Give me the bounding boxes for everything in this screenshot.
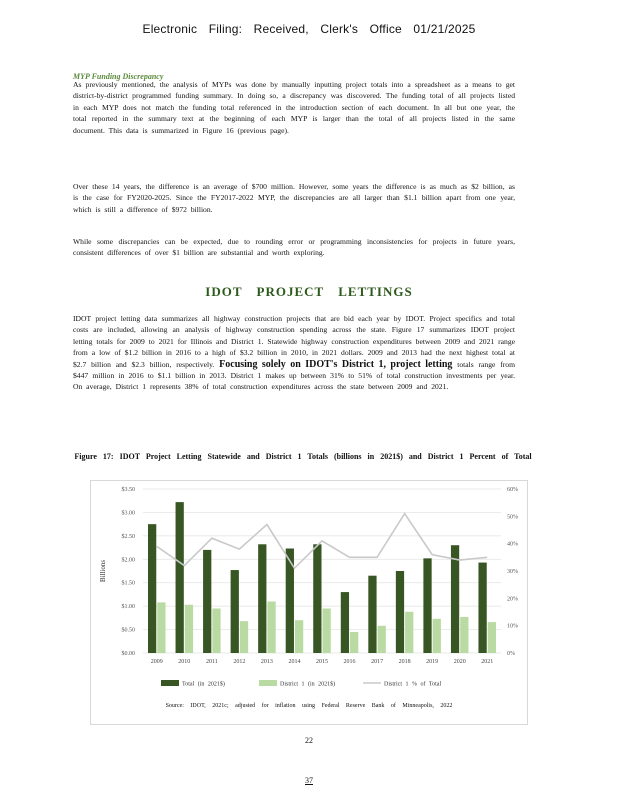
x-tick-label: 2013 (260, 659, 273, 665)
bar-total (231, 570, 239, 653)
bar-total (478, 563, 486, 653)
bar-district1 (295, 620, 303, 653)
x-tick-label: 2018 (398, 659, 411, 665)
x-tick-label: 2017 (371, 659, 384, 665)
y-axis-label: Billions (99, 559, 107, 583)
figure-caption: Figure 17: IDOT Project Letting Statewide and District 1 Totals (billions in 2021$) and District 1 Percent of Total (74, 452, 532, 461)
x-tick-label: 2015 (316, 659, 328, 665)
y-tick-label: $0.00 (121, 651, 135, 657)
bates-number: 37 (305, 776, 313, 785)
chart-frame (90, 480, 528, 725)
page-number: 22 (305, 736, 313, 745)
y2-tick-label: 30% (507, 569, 518, 575)
bar-district1 (323, 608, 331, 653)
y-tick-label: $2.50 (121, 533, 135, 540)
bar-total (148, 524, 156, 653)
paragraph-myp-2: Over these 14 years, the difference is an average of $700 million. However, some years the difference is as much as $2 billion, as is the case for FY2020-2025. Since the FY2017-2022 MYP, the discrepancies are all larger than $1.1 billion apart from one year, which is still a difference of $972 billion. (73, 182, 515, 214)
bar-district1 (405, 612, 413, 653)
y-tick-label: $3.50 (121, 487, 135, 493)
x-tick-label: 2014 (288, 659, 301, 665)
bar-district1 (267, 601, 275, 653)
x-tick-label: 2021 (481, 659, 494, 665)
bar-total (451, 545, 459, 653)
bar-district1 (185, 605, 193, 653)
y-tick-label: $0.50 (121, 627, 135, 634)
paragraph-lettings-emphasis: Focusing solely on IDOT's District 1, project letting (219, 358, 453, 370)
bar-district1 (433, 619, 441, 653)
figure-source: Source: IDOT, 2021c; adjusted for inflation using Federal Reserve Bank of Minneapolis, 2022 (165, 703, 453, 709)
y2-tick-label: 50% (507, 514, 518, 521)
bar-total (176, 502, 184, 653)
paragraph-lettings-part-a: IDOT project letting data summarizes all highway construction projects that are bid each year by IDOT. Project specifics and total costs are included, allowing an analysis of highway construction spending across the state. Figure 17 summarizes IDOT project letting totals for 2009 to 2021 for Illinois and District 1. Statewide highway construction expenditures between 2009 and 2021 range from a low of $1.2 billion in 2016 to a high of $3.2 billion in 2010, in 2021 dollars. 2009 and 2013 had the next highest total at $2.7 billion and $2.3 billion, respectively. (73, 314, 515, 369)
paragraph-myp-1: As previously mentioned, the analysis of MYPs was done by manually inputting project totals into a spreadsheet as a means to get district-by-district programmed funding summary. In doing so, a discrepancy was discovered. The funding total of all projects listed in each MYP does not match the funding total referenced in the introduction section of each document. In all but one year, the total reported in the summary text at the beginning of each MYP is larger than the total of all projects listed in the same document. This data is summarized in Figure 16 (previous page). (73, 80, 515, 135)
y2-tick-label: 10% (507, 623, 518, 630)
x-tick-label: 2011 (205, 659, 218, 665)
paragraph-myp-3: While some discrepancies can be expected, due to rounding error or programming inconsistencies for projects in future years, consistent differences of over $1 billion are substantial and worth exploring. (73, 237, 515, 258)
paragraph-lettings-part-b: totals range from $447 million in 2016 to $1.1 billion in 2013. District 1 makes up between 31% to 51% of total construction investments per year. On average, District 1 represents 38% of total construction expenditures across the state between 2009 and 2021. (73, 359, 515, 392)
x-tick-label: 2019 (426, 659, 439, 665)
legend-label: District 1 (in 2021$) (280, 681, 336, 688)
bar-district1 (350, 632, 358, 653)
legend-swatch (259, 680, 277, 686)
legend-label: Total (in 2021$) (182, 681, 225, 688)
letting-chart (91, 481, 527, 724)
x-tick-label: 2016 (343, 659, 356, 665)
bar-district1 (157, 602, 165, 653)
bar-total (368, 576, 376, 653)
bar-district1 (460, 617, 468, 653)
legend-swatch (161, 680, 179, 686)
paragraph-lettings (73, 313, 515, 393)
y2-tick-label: 60% (507, 487, 518, 493)
section-heading-myp-discrepancy: MYP Funding Discrepancy (73, 72, 164, 81)
legend-label: District 1 % of Total (384, 681, 442, 688)
bar-district1 (240, 621, 248, 653)
y-tick-label: $1.50 (121, 580, 135, 587)
y-tick-label: $1.00 (121, 604, 135, 611)
x-tick-label: 2010 (178, 659, 191, 665)
section-heading-project-lettings: IDOT PROJECT LETTINGS (205, 284, 413, 299)
bar-total (203, 550, 211, 653)
y-tick-label: $3.00 (121, 510, 135, 517)
bar-district1 (488, 622, 496, 653)
bar-district1 (378, 626, 386, 653)
x-tick-label: 2009 (150, 659, 163, 665)
x-tick-label: 2012 (233, 659, 246, 665)
x-tick-label: 2020 (453, 659, 466, 665)
bar-total (313, 544, 321, 653)
y2-tick-label: 20% (507, 596, 518, 603)
bar-total (341, 592, 349, 653)
y2-tick-label: 0% (507, 651, 515, 657)
y2-tick-label: 40% (507, 541, 518, 548)
bar-total (258, 544, 266, 653)
bar-total (396, 571, 404, 653)
bar-total (423, 558, 431, 653)
filing-header: Electronic Filing: Received, Clerk's Office 01/21/2025 (142, 22, 476, 36)
y-tick-label: $2.00 (121, 557, 135, 564)
bar-district1 (212, 608, 220, 653)
